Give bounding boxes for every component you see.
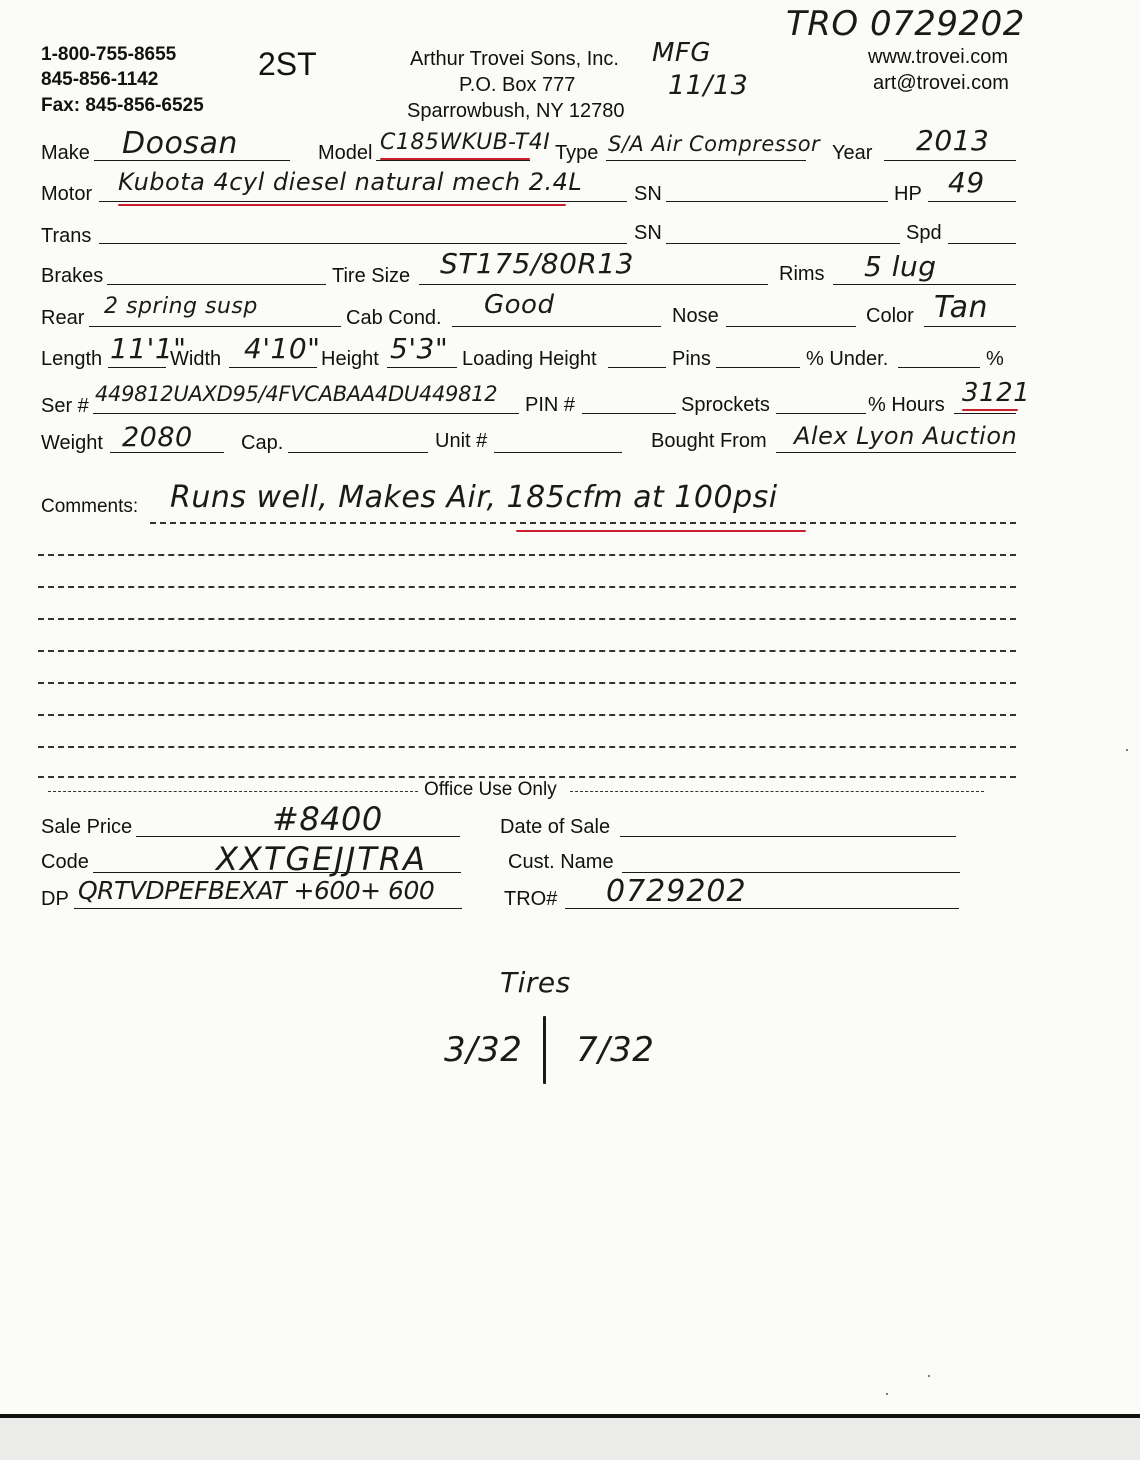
year-label: Year bbox=[832, 142, 873, 164]
tire-depth-right: 7/32 bbox=[576, 1030, 655, 1070]
pins-label: Pins bbox=[672, 348, 711, 370]
code-value: XXTGEJJTRA bbox=[216, 840, 427, 878]
motor-red-underline bbox=[118, 204, 566, 206]
tire-size-label: Tire Size bbox=[332, 265, 411, 287]
nose-label: Nose bbox=[672, 305, 719, 327]
company-name: Arthur Trovei Sons, Inc. bbox=[410, 48, 619, 70]
mfg-note: MFG bbox=[652, 38, 712, 68]
phone-local: 845-856-1142 bbox=[41, 69, 159, 90]
dp-value: QRTVDPEFBEXAT +600+ 600 bbox=[78, 876, 435, 905]
rear-label: Rear bbox=[41, 307, 85, 329]
pct-hours-label: % Hours bbox=[868, 394, 945, 416]
tire-depth-left: 3/32 bbox=[444, 1030, 523, 1070]
sale-price-value: #8400 bbox=[272, 800, 383, 838]
code-label: Code bbox=[41, 851, 89, 873]
mfg-date: 11/13 bbox=[668, 70, 749, 101]
tire-size-value: ST175/80R13 bbox=[440, 247, 634, 280]
company-email: art@trovei.com bbox=[873, 72, 1009, 94]
fax-number: Fax: 845-856-6525 bbox=[41, 95, 204, 116]
spd-label: Spd bbox=[906, 222, 942, 244]
trans-sn-label: SN bbox=[634, 222, 662, 244]
pct-under-label: % Under. bbox=[806, 348, 889, 370]
tro-number-top: TRO 0729202 bbox=[786, 4, 1025, 44]
tro-label: TRO# bbox=[504, 888, 558, 910]
model-label: Model bbox=[318, 142, 373, 164]
type-label: Type bbox=[555, 142, 599, 164]
type-value: S/A Air Compressor bbox=[608, 132, 821, 156]
hp-label: HP bbox=[894, 183, 922, 205]
weight-label: Weight bbox=[41, 432, 103, 454]
ser-label: Ser # bbox=[41, 395, 89, 417]
company-website: www.trovei.com bbox=[868, 46, 1009, 68]
cust-name-label: Cust. Name bbox=[508, 851, 614, 873]
hours-value: 3121 bbox=[962, 378, 1031, 408]
comments-red-underline bbox=[516, 530, 806, 532]
trans-label: Trans bbox=[41, 225, 92, 247]
cap-label: Cap. bbox=[241, 432, 284, 454]
rear-value: 2 spring susp bbox=[104, 294, 258, 319]
motor-value: Kubota 4cyl diesel natural mech 2.4L bbox=[118, 168, 583, 196]
hp-value: 49 bbox=[948, 166, 985, 199]
tag-2st: 2ST bbox=[258, 46, 317, 82]
motor-label: Motor bbox=[41, 183, 93, 205]
dp-label: DP bbox=[41, 888, 69, 910]
color-label: Color bbox=[866, 305, 914, 327]
height-label: Height bbox=[321, 348, 379, 370]
ser-value: 449812UAXD95/4FVCABAA4DU449812 bbox=[95, 382, 498, 406]
bought-from-value: Alex Lyon Auction bbox=[794, 422, 1018, 450]
model-value: C185WKUB-T4I bbox=[380, 130, 551, 155]
unit-label: Unit # bbox=[435, 430, 488, 452]
pct-sign: % bbox=[986, 348, 1004, 370]
year-value: 2013 bbox=[916, 124, 990, 157]
comments-label: Comments: bbox=[41, 496, 139, 517]
brakes-label: Brakes bbox=[41, 265, 104, 287]
bought-from-label: Bought From bbox=[651, 430, 767, 452]
tire-divider bbox=[543, 1016, 546, 1084]
sprockets-label: Sprockets bbox=[681, 394, 770, 416]
company-city: Sparrowbush, NY 12780 bbox=[407, 100, 625, 122]
length-label: Length bbox=[41, 348, 103, 370]
sale-price-label: Sale Price bbox=[41, 816, 133, 838]
hours-red-underline bbox=[962, 409, 1018, 411]
office-use-heading: Office Use Only bbox=[424, 779, 557, 800]
weight-value: 2080 bbox=[122, 422, 193, 453]
make-value: Doosan bbox=[122, 126, 238, 161]
cab-cond-value: Good bbox=[484, 290, 555, 320]
motor-sn-label: SN bbox=[634, 183, 662, 205]
cab-cond-label: Cab Cond. bbox=[346, 307, 442, 329]
rims-label: Rims bbox=[779, 263, 825, 285]
scan-edge-strip bbox=[0, 1418, 1140, 1460]
length-value: 11'1" bbox=[110, 332, 187, 365]
date-of-sale-label: Date of Sale bbox=[500, 816, 611, 838]
width-value: 4'10" bbox=[244, 332, 321, 365]
tires-title: Tires bbox=[500, 966, 571, 999]
pin-label: PIN # bbox=[525, 394, 576, 416]
phone-tollfree: 1-800-755-8655 bbox=[41, 44, 177, 65]
rims-value: 5 lug bbox=[864, 250, 937, 283]
height-value: 5'3" bbox=[390, 332, 449, 365]
width-label: Width bbox=[170, 348, 222, 370]
comments-value: Runs well, Makes Air, 185cfm at 100psi bbox=[170, 480, 778, 515]
make-label: Make bbox=[41, 142, 90, 164]
color-value: Tan bbox=[934, 290, 989, 325]
model-red-underline bbox=[380, 158, 530, 160]
tro-value: 0729202 bbox=[606, 874, 747, 909]
po-box: P.O. Box 777 bbox=[459, 74, 576, 96]
loading-height-label: Loading Height bbox=[462, 348, 597, 370]
